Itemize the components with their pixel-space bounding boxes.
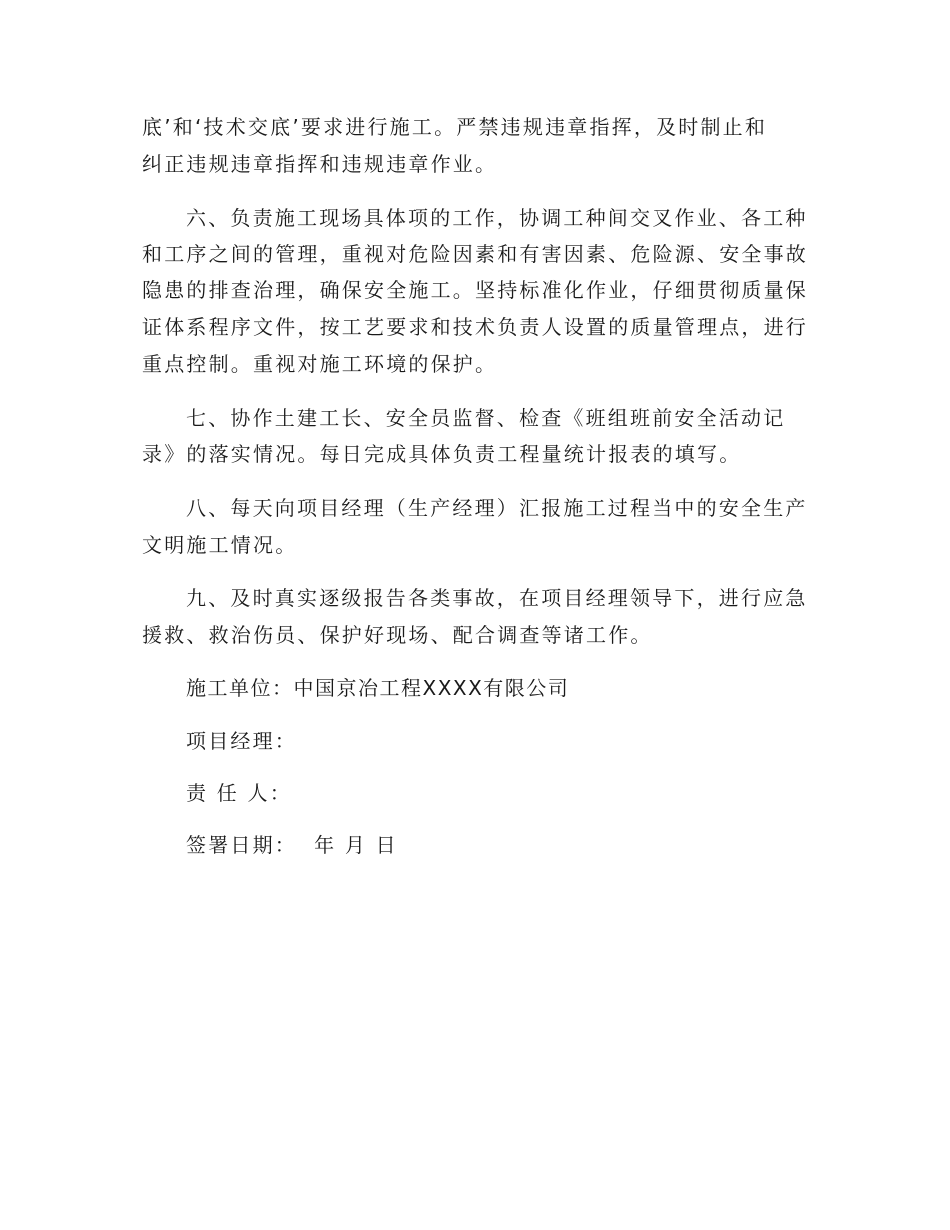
paragraph-7-line-1: 七、协作土建工长、安全员监督、检查《班组班前安全活动记 [186,406,786,430]
construction-unit-label: 施工单位：中国京冶工程XXXX有限公司 [186,676,570,700]
paragraph-8-line-1: 八、每天向项目经理（生产经理）汇报施工过程当中的安全生产 [186,496,808,520]
paragraph-6-line-2: 和工序之间的管理，重视对危险因素和有害因素、危险源、安全事故 [142,242,808,266]
project-manager-label: 项目经理： [186,729,297,753]
paragraph-9-line-1: 九、及时真实逐级报告各类事故，在项目经理领导下，进行应急 [186,586,808,610]
paragraph-6-line-3: 隐患的排查治理，确保安全施工。坚持标准化作业，仔细贯彻质量保 [142,278,808,302]
paragraph-6-line-5: 重点控制。重视对施工环境的保护。 [142,352,498,376]
responsible-person-label: 责 任 人： [186,781,292,805]
paragraph-6-line-1: 六、负责施工现场具体项的工作，协调工种间交叉作业、各工种 [186,206,808,230]
paragraph-5-line-1: 底’和‘技术交底’要求进行施工。严禁违规违章指挥，及时制止和 [142,115,768,139]
paragraph-7-line-2: 录》的落实情况。每日完成具体负责工程量统计报表的填写。 [142,442,742,466]
paragraph-5-line-2: 纠正违规违章指挥和违规违章作业。 [142,152,498,176]
paragraph-6-line-4: 证体系程序文件，按工艺要求和技术负责人设置的质量管理点，进行 [142,315,808,339]
paragraph-8-line-2: 文明施工情况。 [142,533,298,557]
paragraph-9-line-2: 援救、救治伤员、保护好现场、配合调查等诸工作。 [142,623,653,647]
signing-date-label: 签署日期： 年 月 日 [186,833,398,857]
